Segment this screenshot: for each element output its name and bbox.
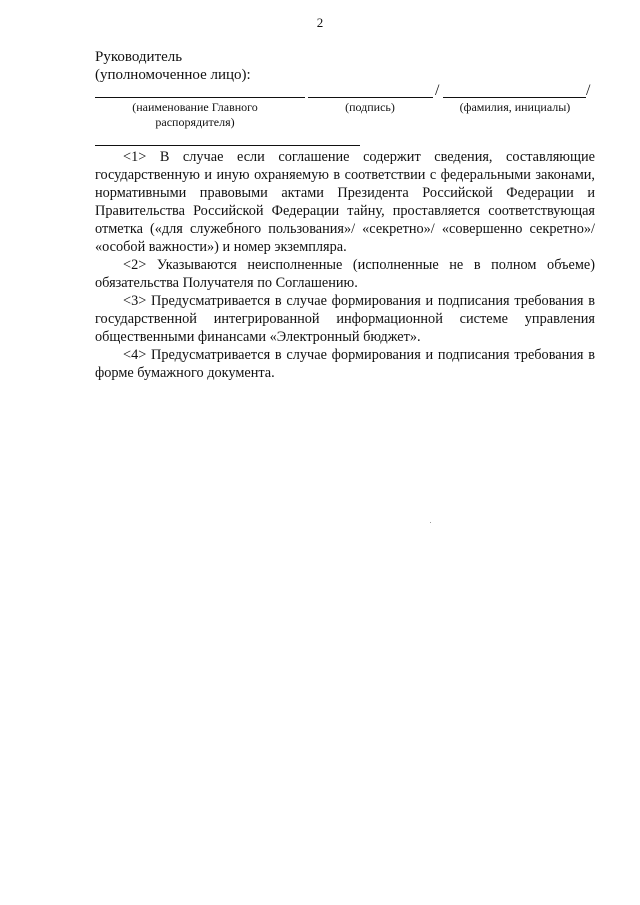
footnote-2: <2> Указываются неисполненные (исполненные не в полном объеме) обязательства Получателя по Соглашению.: [95, 257, 595, 291]
fio-line: [443, 97, 586, 98]
signature-line: [308, 97, 433, 98]
caption-fio: (фамилия, инициалы): [459, 100, 571, 114]
scan-speck: [430, 522, 431, 523]
signer-title: [95, 48, 251, 84]
footnote-4: <4> Предусматривается в случае формирования и подписания требования в форме бумажного документа.: [95, 347, 595, 381]
footnote-3: <3> Предусматривается в случае формирования и подписания требования в государственной интегрированной информационной системе управления общественными финансами «Электронный бюджет».: [95, 293, 595, 345]
slash-right: /: [586, 82, 591, 99]
footnote-1: <1> В случае если соглашение содержит сведения, составляющие государственную и иную охраняемую в соответствии с федеральными законами, нормативными правовыми актами Президента Российской Федерации и Правительства Российской Федерации тайну, проставляется соответствующая отметка («для служебного пользования»/ «секретно»/ «совершенно секретно»/ «особой важности») и номер экземпляра.: [95, 149, 595, 255]
name-line: [95, 97, 305, 98]
caption-signature: (подпись): [345, 100, 395, 114]
signer-title-line1: Руководитель: [95, 49, 183, 65]
page-number: 2: [316, 15, 324, 30]
footnotes: [95, 148, 595, 382]
slash-left: /: [435, 82, 440, 99]
footnote-separator: [95, 145, 360, 146]
caption-name: (наименование Главного распорядителя): [132, 100, 258, 129]
signer-title-line2: (уполномоченное лицо):: [95, 67, 251, 83]
